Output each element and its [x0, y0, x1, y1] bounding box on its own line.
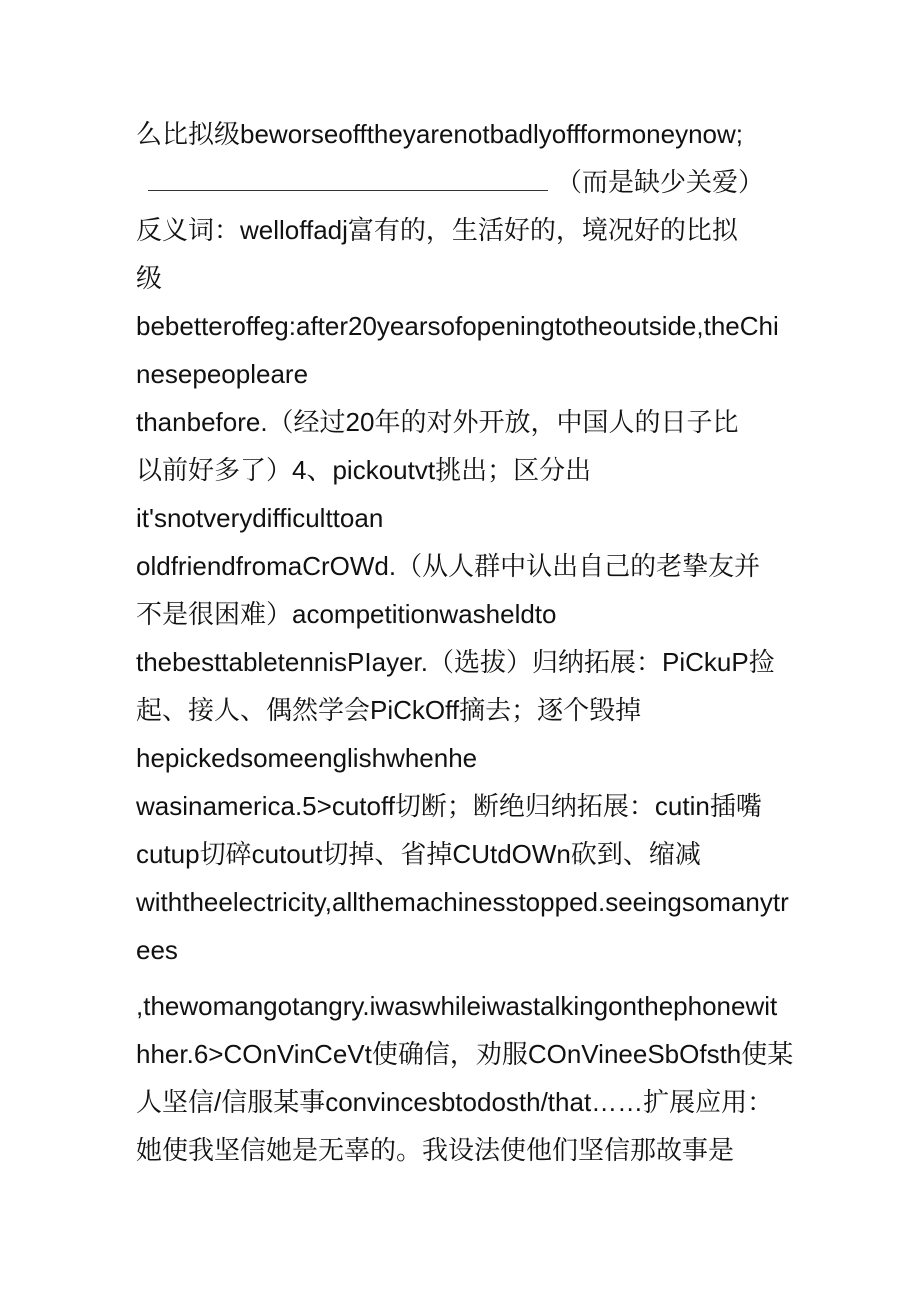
text-line: 以前好多了）4、pickoutvt挑出；区分出	[136, 455, 592, 485]
text-line: it'snotverydifficulttoan	[136, 503, 384, 533]
text-line: 起、接人、偶然学会PiCkOff摘去；逐个毁掉	[136, 695, 642, 725]
text-line: 她使我坚信她是无辜的。我设法使他们坚信那故事是	[136, 1135, 735, 1165]
text-line: 人坚信/信服某事convincesbtodosth/that……扩展应用：	[136, 1087, 774, 1117]
text-line: wasinamerica.5>cutoff切断；断绝归纳拓展：cutin插嘴	[136, 791, 762, 821]
text-line: nesepeopleare	[136, 359, 309, 389]
text-line: thanbefore.（经过20年的对外开放，中国人的日子比	[136, 407, 739, 437]
text-line: ees	[136, 935, 178, 965]
text-line: ,thewomangotangry.iwaswhileiwastalkingonthephonewit	[136, 991, 778, 1021]
text-line: 不是很困难）acompetitionwasheldto	[136, 599, 557, 629]
text-line: hher.6>COnVinCeVt使确信，劝服COnVineeSbOfsth使某	[136, 1039, 794, 1069]
text-line: bebetteroffeg:after20yearsofopeningtotheoutside,theChi	[136, 311, 779, 341]
text-line: withtheelectricity,allthemachinesstopped.seeingsomanytr	[136, 887, 789, 917]
text-line: oldfriendfromaCrOWd.（从人群中认出自己的老挚友并	[136, 551, 761, 581]
text-line: 级	[136, 263, 163, 293]
text-line: hepickedsomeenglishwhenhe	[136, 743, 478, 773]
answer-blank	[148, 168, 548, 191]
text-line: 么比拟级beworseofftheyarenotbadlyoffformoneynow;	[136, 119, 744, 149]
fill-in-blank-line	[148, 166, 764, 198]
text-line: thebesttabletennisPIayer.（选拔）归纳拓展：PiCkuP捡	[136, 647, 775, 677]
text-line: 反义词：welloffadj富有的，生活好的，境况好的比拟	[136, 215, 738, 245]
blank-hint: （而是缺少关爱）	[556, 167, 765, 197]
text-line: cutup切碎cutout切掉、省掉CUtdOWn砍到、缩减	[136, 839, 701, 869]
